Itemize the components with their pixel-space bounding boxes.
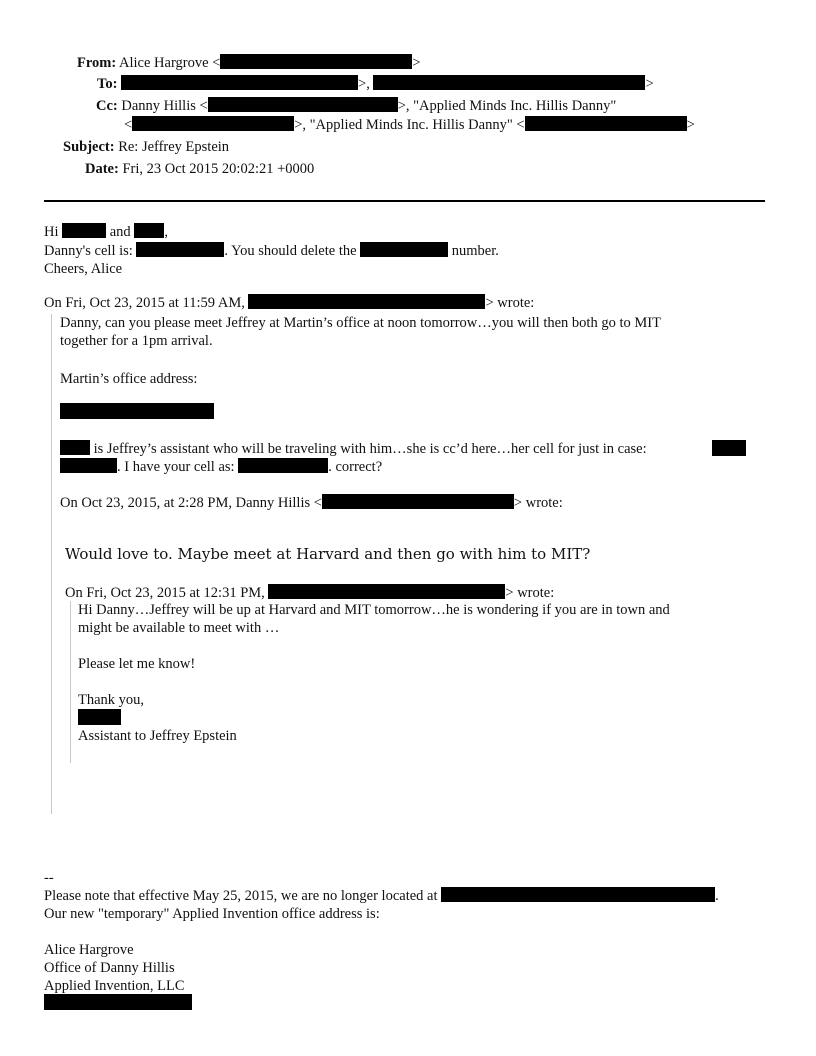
subject-label: Subject: <box>63 139 115 155</box>
assistant-text: is Jeffrey’s assistant who will be traveling with him…she is cc’d here…her cell for just in case: <box>93 441 647 457</box>
assistant-line1 <box>60 440 647 458</box>
attribution-text: > wrote: <box>505 585 555 601</box>
cc-text: > <box>686 117 695 133</box>
cc-text: >, "Applied Minds Inc. Hillis Danny" <box>397 98 617 114</box>
quote1-attribution <box>44 294 534 312</box>
date-value: Fri, 23 Oct 2015 20:02:21 +0000 <box>122 161 315 177</box>
quote-bar-level2 <box>70 601 71 763</box>
redaction <box>712 440 746 456</box>
signature-note <box>44 887 719 905</box>
attribution-text: On Fri, Oct 23, 2015 at 11:59 AM, <box>44 295 245 311</box>
attribution-text: On Oct 23, 2015, at 2:28 PM, Danny Hillis < <box>60 495 322 511</box>
attribution-text: On Fri, Oct 23, 2015 at 12:31 PM, <box>65 585 265 601</box>
note-text: . <box>715 888 719 904</box>
redaction <box>44 994 192 1010</box>
redaction <box>134 223 164 238</box>
from-line <box>77 54 421 72</box>
redaction <box>62 223 106 238</box>
redaction <box>132 116 294 131</box>
redaction <box>248 294 485 309</box>
quote3-signoff: Assistant to Jeffrey Epstein <box>78 728 237 744</box>
cell-text: Danny's cell is: <box>44 243 133 259</box>
to-line <box>97 75 654 93</box>
signature-dashes: -- <box>44 870 54 886</box>
quote3-thanks: Thank you, <box>78 692 145 708</box>
assistant-text: . correct? <box>328 459 383 475</box>
assistant-line2 <box>60 458 382 476</box>
cc-text: Danny Hillis < <box>121 98 208 114</box>
attribution-text: > wrote: <box>513 495 563 511</box>
redaction <box>208 97 398 112</box>
redaction <box>220 54 412 69</box>
signature-company: Applied Invention, LLC <box>44 978 185 994</box>
signature-office: Office of Danny Hillis <box>44 960 175 976</box>
greeting-text: , <box>164 224 168 240</box>
redaction <box>441 887 715 902</box>
redaction <box>360 242 448 257</box>
from-close: > <box>412 55 421 71</box>
to-close: > <box>645 76 654 92</box>
to-label: To: <box>97 76 118 92</box>
cc-label: Cc: <box>96 98 118 114</box>
cc-line-2 <box>124 116 695 134</box>
redaction <box>373 75 645 90</box>
header-divider <box>44 200 765 202</box>
subject-value: Re: Jeffrey Epstein <box>118 139 230 155</box>
subject-line <box>63 138 229 156</box>
quote3-line2: might be available to meet with … <box>78 620 280 636</box>
redaction <box>525 116 687 131</box>
to-sep: >, <box>358 76 370 92</box>
redaction <box>136 242 224 257</box>
signature-name: Alice Hargrove <box>44 942 134 958</box>
cc-line-1 <box>96 97 616 115</box>
from-name: Alice Hargrove < <box>119 55 221 71</box>
quote-bar-level1 <box>51 314 52 814</box>
redaction <box>60 440 90 455</box>
quote3-line1: Hi Danny…Jeffrey will be up at Harvard and MIT tomorrow…he is wondering if you are in town and <box>78 602 670 618</box>
redaction <box>60 403 214 419</box>
quote3-letknow: Please let me know! <box>78 656 196 672</box>
address-label: Martin’s office address: <box>60 371 198 387</box>
greeting-text: and <box>109 224 131 240</box>
greeting <box>44 223 168 241</box>
assistant-text: . I have your cell as: <box>117 459 235 475</box>
from-label: From: <box>77 55 117 71</box>
redaction <box>238 458 328 473</box>
quote1-line1: Danny, can you please meet Jeffrey at Martin’s office at noon tomorrow…you will then both go to MIT <box>60 315 661 331</box>
attribution-text: > wrote: <box>485 295 535 311</box>
cell-text: number. <box>451 243 499 259</box>
cell-line <box>44 242 499 260</box>
quote2-message: Would love to. Maybe meet at Harvard and then go with him to MIT? <box>65 545 591 563</box>
quote2-attribution <box>60 494 563 512</box>
quote1-line2: together for a 1pm arrival. <box>60 333 213 349</box>
date-line <box>85 160 314 178</box>
cheers-line: Cheers, Alice <box>44 261 123 277</box>
cell-text: . You should delete the <box>224 243 357 259</box>
quote3-attribution <box>65 584 554 602</box>
redaction <box>60 458 117 473</box>
redaction <box>121 75 358 90</box>
redaction <box>78 709 121 725</box>
cc-text: < <box>124 117 133 133</box>
cc-text: >, "Applied Minds Inc. Hillis Danny" < <box>294 117 525 133</box>
signature-new-office: Our new "temporary" Applied Invention office address is: <box>44 906 380 922</box>
date-label: Date: <box>85 161 119 177</box>
redaction <box>268 584 505 599</box>
note-text: Please note that effective May 25, 2015, we are no longer located at <box>44 888 438 904</box>
greeting-text: Hi <box>44 224 59 240</box>
redaction <box>322 494 514 509</box>
